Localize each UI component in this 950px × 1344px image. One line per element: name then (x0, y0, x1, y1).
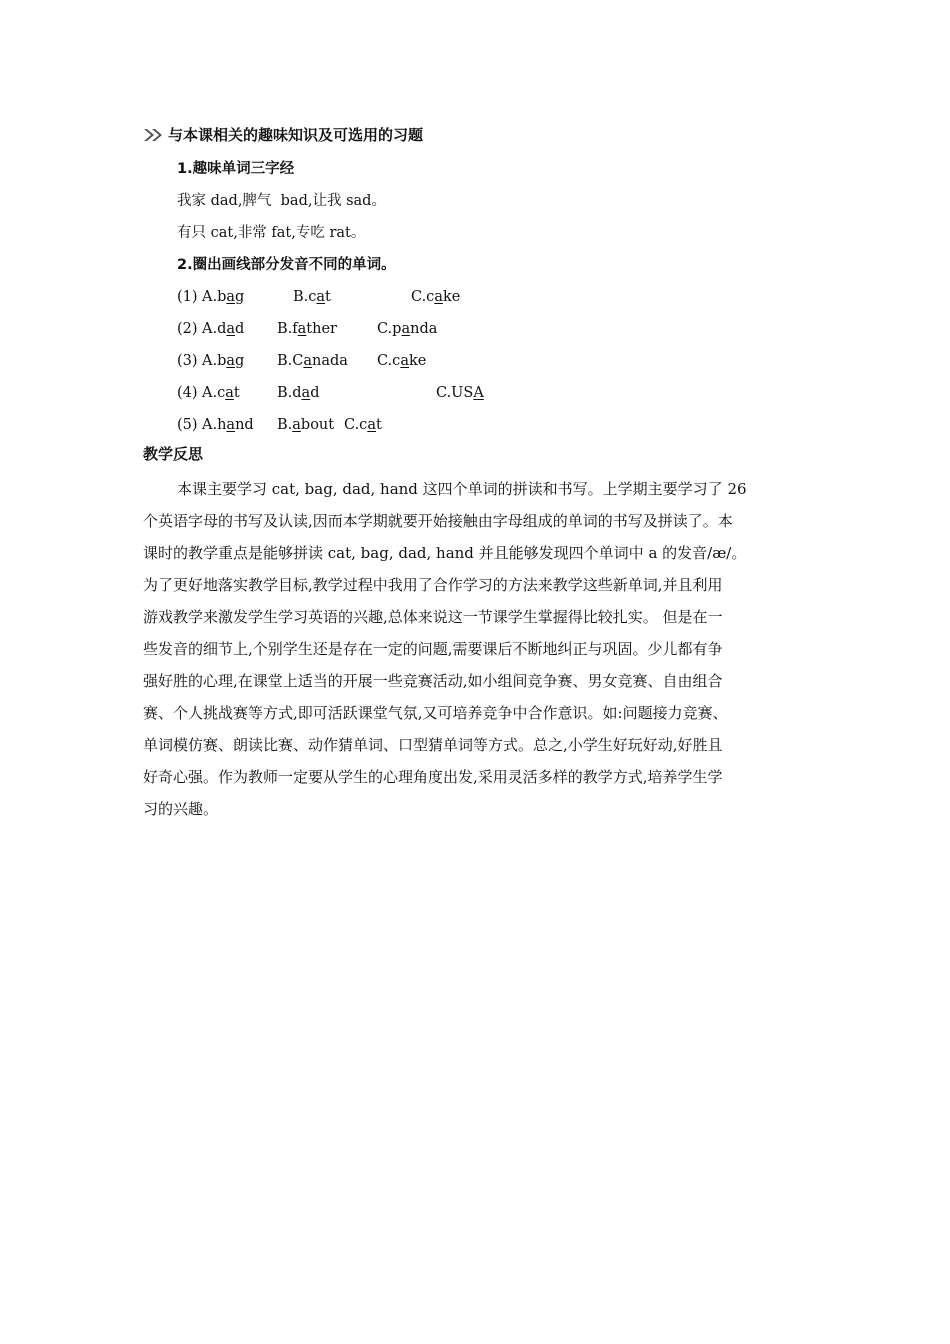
option-b: B.cat (293, 289, 331, 305)
reflection-line: 赛、个人挑战赛等方式,即可活跃课堂气氛,又可培养竞争中合作意识。如:问题接力竞赛、 (143, 704, 728, 722)
reflection-line: 游戏教学来激发学生学习英语的兴趣,总体来说这一节课学生掌握得比较扎实。 但是在一 (143, 608, 723, 626)
reflection-line: 单词模仿赛、朗读比赛、动作猜单词、口型猜单词等方式。总之,小学生好玩好动,好胜且 (143, 736, 723, 754)
rhyme-line-2: 有只 cat,非常 fat,专吃 rat。 (177, 225, 366, 241)
option-c: C.USA (436, 385, 484, 401)
reflection-line: 课时的教学重点是能够拼读 cat, bag, dad, hand 并且能够发现四个单词中 a 的发音/æ/。 (143, 544, 747, 562)
question-number: (5) (177, 417, 198, 433)
question-number: (2) (177, 321, 198, 337)
option-b: B.Canada (277, 353, 348, 369)
reflection-line: 为了更好地落实教学目标,教学过程中我用了合作学习的方法来教学这些新单词,并且利用 (143, 576, 723, 594)
exercise-title: 2.圈出画线部分发音不同的单词。 (177, 257, 396, 273)
reflection-line: 本课主要学习 cat, bag, dad, hand 这四个单词的拼读和书写。上学期主要学习了 26 (177, 480, 747, 498)
option-a: A.hand (202, 417, 254, 433)
reflection-line: 习的兴趣。 (143, 800, 219, 818)
reflection-line: 好奇心强。作为教师一定要从学生的心理角度出发,采用灵活多样的教学方式,培养学生学 (143, 768, 723, 786)
section-heading (143, 124, 423, 146)
option-b: B.father (277, 321, 337, 337)
option-c: C.cake (411, 289, 461, 305)
option-c: C.panda (377, 321, 438, 337)
question-number: (1) (177, 289, 198, 305)
rhyme-title: 1.趣味单词三字经 (177, 161, 295, 177)
reflection-line: 些发音的细节上,个别学生还是存在一定的问题,需要课后不断地纠正与巩固。少儿都有争 (143, 640, 723, 658)
option-a: A.bag (202, 353, 245, 369)
option-b: B.about (277, 417, 335, 433)
option-c: C.cake (377, 353, 427, 369)
option-a: A.cat (202, 385, 240, 401)
option-c: C.cat (344, 417, 382, 433)
option-b: B.dad (277, 385, 320, 401)
reflection-title: 教学反思 (143, 445, 204, 463)
rhyme-line-1: 我家 dad,脾气 bad,让我 sad。 (177, 193, 386, 209)
option-a: A.bag (202, 289, 245, 305)
question-number: (3) (177, 353, 198, 369)
double-chevron-icon (143, 128, 167, 142)
question-number: (4) (177, 385, 198, 401)
section-title: 与本课相关的趣味知识及可选用的习题 (168, 126, 424, 144)
option-a: A.dad (202, 321, 245, 337)
reflection-line: 个英语字母的书写及认读,因而本学期就要开始接触由字母组成的单词的书写及拼读了。本 (143, 512, 733, 530)
reflection-line: 强好胜的心理,在课堂上适当的开展一些竞赛活动,如小组间竞争赛、男女竞赛、自由组合 (143, 672, 723, 690)
reflection-paragraph (143, 473, 809, 825)
